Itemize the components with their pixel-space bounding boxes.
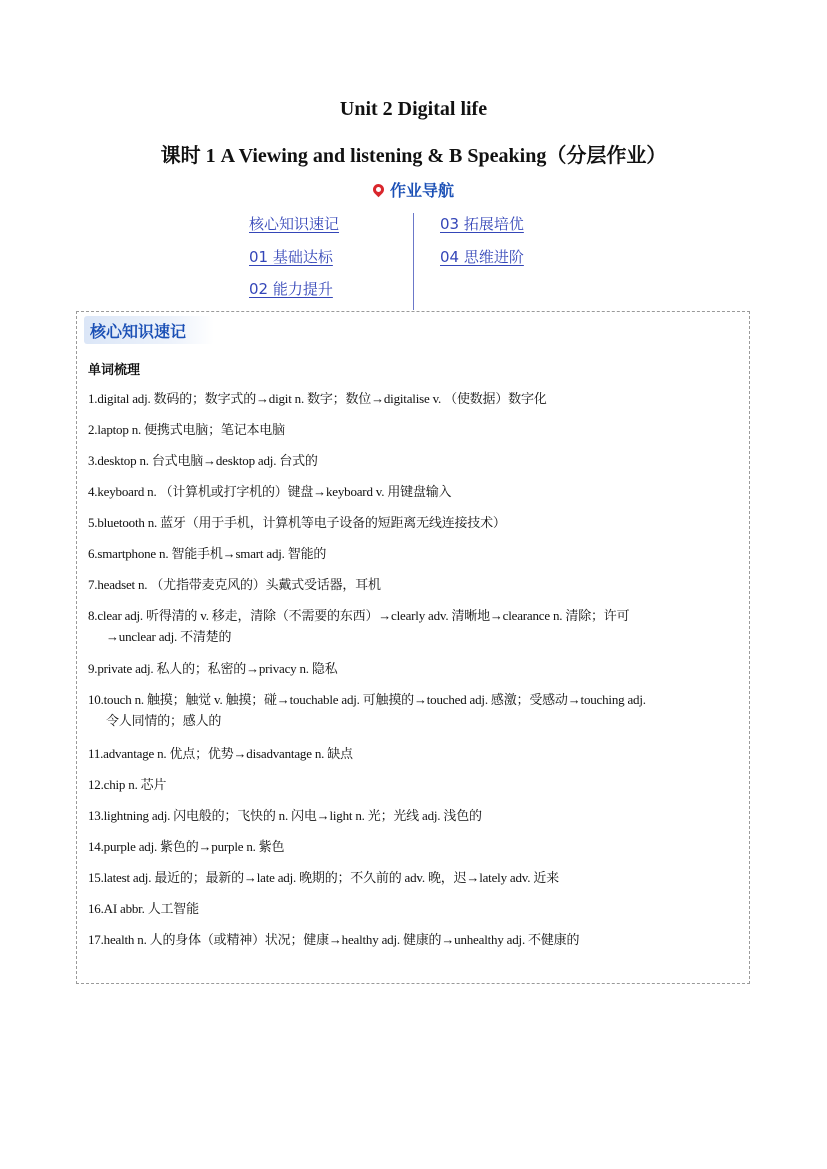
vocab-item: 2.laptop n. 便携式电脑；笔记本电脑 bbox=[88, 422, 285, 437]
vocab-item: 7.headset n. （尤指带麦克风的）头戴式受话器，耳机 bbox=[88, 577, 381, 592]
vocab-item: 1.digital adj. 数码的；数字式的→digit n. 数字；数位→digitalise v. （使数据）数字化 bbox=[88, 391, 547, 406]
vocabulary-section-title: 单词梳理 bbox=[88, 363, 141, 378]
vocab-item: 10.touch n. 触摸；触觉 v. 触摸；碰→touchable adj. 可触摸的→touched adj. 感激；受感动→touching adj. 令人同情的；感人的 bbox=[88, 692, 646, 728]
knowledge-header-label: 核心知识速记 bbox=[90, 322, 187, 341]
nav-link-extension[interactable]: 03 拓展培优 bbox=[440, 215, 524, 233]
vocab-item: 4.keyboard n. （计算机或打字机的）键盘→keyboard v. 用键盘输入 bbox=[88, 484, 452, 499]
vocab-item: 14.purple adj. 紫色的→purple n. 紫色 bbox=[88, 839, 285, 854]
vocab-item: 5.bluetooth n. 蓝牙（用于手机，计算机等电子设备的短距离无线连接技术） bbox=[88, 515, 506, 530]
vocab-item: 8.clear adj. 听得清的 v. 移走，清除（不需要的东西）→clearly adv. 清晰地→clearance n. 清除；许可 →unclear adj. 不清楚的 bbox=[88, 608, 630, 644]
vocab-item: 9.private adj. 私人的；私密的→privacy n. 隐私 bbox=[88, 661, 338, 676]
nav-divider bbox=[413, 213, 414, 310]
vocab-item: 13.lightning adj. 闪电般的；飞快的 n. 闪电→light n. 光；光线 adj. 浅色的 bbox=[88, 808, 482, 823]
nav-link-core-knowledge[interactable]: 核心知识速记 bbox=[249, 215, 340, 233]
vocab-item: 16.AI abbr. 人工智能 bbox=[88, 901, 199, 916]
vocab-item: 17.health n. 人的身体（或精神）状况；健康→healthy adj. 健康的→unhealthy adj. 不健康的 bbox=[88, 932, 580, 947]
nav-link-ability[interactable]: 02 能力提升 bbox=[249, 280, 333, 298]
vocab-item: 11.advantage n. 优点；优势→disadvantage n. 缺点 bbox=[88, 746, 353, 761]
location-pin-icon bbox=[371, 182, 387, 198]
unit-title: Unit 2 Digital life bbox=[339, 98, 488, 120]
vocab-item: 3.desktop n. 台式电脑→desktop adj. 台式的 bbox=[88, 453, 318, 468]
homework-nav-title bbox=[0, 178, 827, 201]
vocab-item: 12.chip n. 芯片 bbox=[88, 777, 167, 792]
lesson-title: 课时 1 A Viewing and listening & B Speaking（分层作业） bbox=[160, 145, 667, 167]
vocab-item: 15.latest adj. 最近的；最新的→late adj. 晚期的；不久前的 adv. 晚，迟→lately adv. 近来 bbox=[88, 870, 559, 885]
nav-link-basic[interactable]: 01 基础达标 bbox=[249, 248, 333, 266]
homework-nav-label: 作业导航 bbox=[389, 181, 454, 200]
nav-link-thinking[interactable]: 04 思维进阶 bbox=[440, 248, 524, 266]
knowledge-header bbox=[84, 316, 214, 344]
vocab-item: 6.smartphone n. 智能手机→smart adj. 智能的 bbox=[88, 546, 327, 561]
